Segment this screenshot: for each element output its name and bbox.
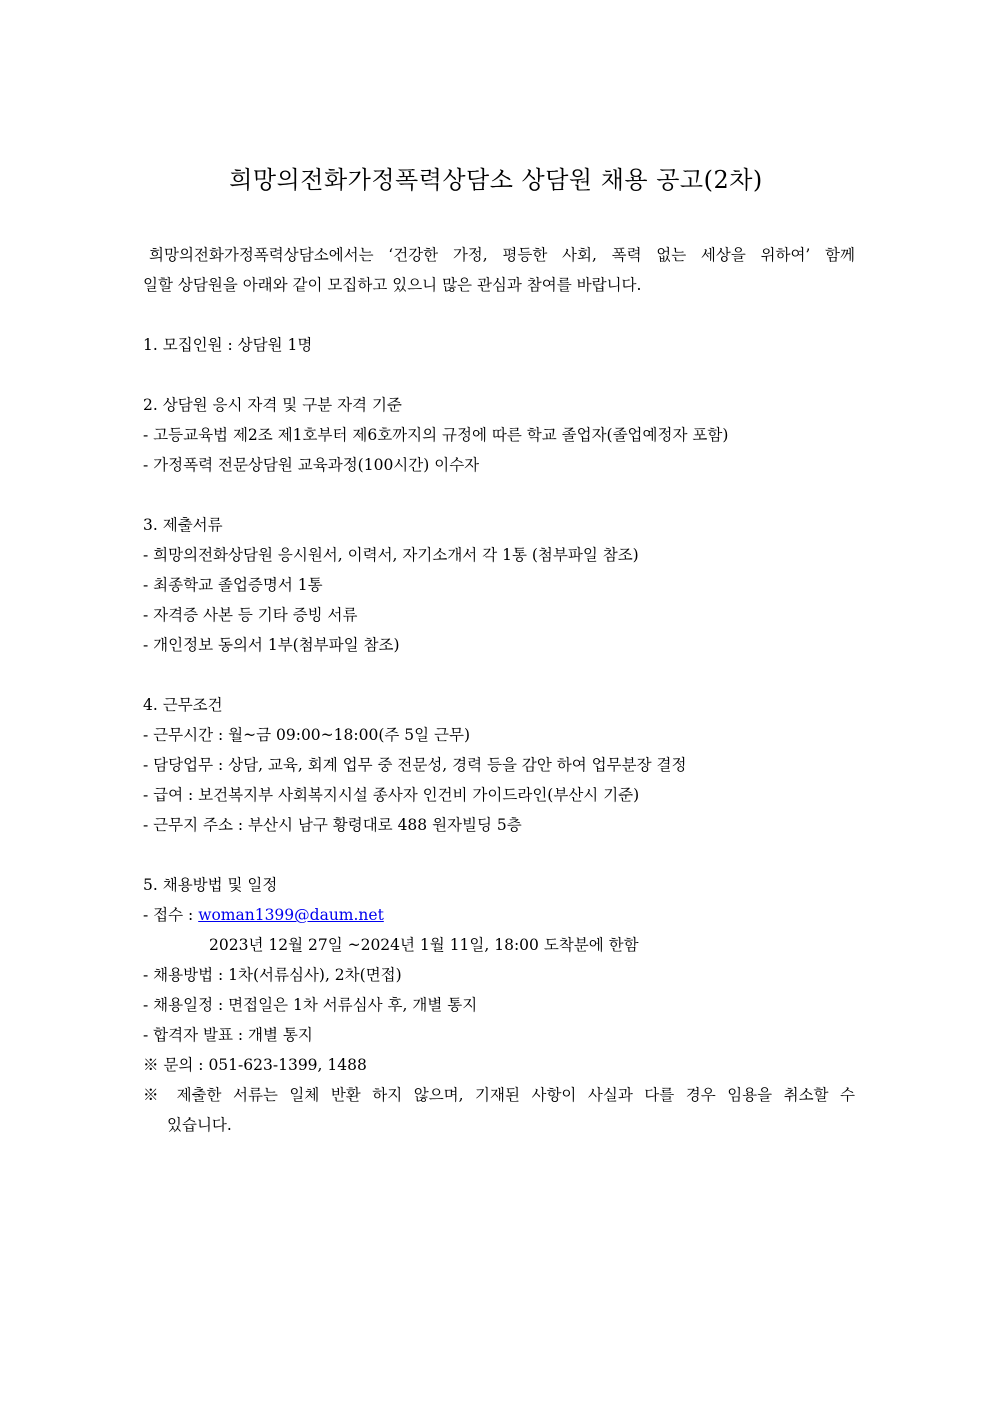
note-line-2: 있습니다. [167, 1116, 232, 1134]
page-title: 희망의전화가정폭력상담소 상담원 채용 공고(2차) [229, 166, 763, 194]
intro-line-2: 일할 상담원을 아래와 같이 모집하고 있으니 많은 관심과 참여를 바랍니다. [143, 276, 642, 294]
reception-line [143, 900, 855, 930]
spacer [143, 300, 855, 330]
list-item: - 희망의전화상담원 응시원서, 이력서, 자기소개서 각 1통 (첨부파일 참조) [143, 546, 639, 564]
section-2-heading: 2. 상담원 응시 자격 및 구분 자격 기준 [143, 396, 402, 414]
list-item: - 자격증 사본 등 기타 증빙 서류 [143, 606, 358, 624]
list-item: - 합격자 발표 : 개별 통지 [143, 1026, 313, 1044]
deadline-line: 2023년 12월 27일 ~2024년 1월 11일, 18:00 도착분에 한함 [209, 936, 639, 954]
list-item: - 채용방법 : 1차(서류심사), 2차(면접) [143, 966, 402, 984]
list-item: - 급여 : 보건복지부 사회복지시설 종사자 인건비 가이드라인(부산시 기준) [143, 786, 640, 804]
list-item: - 근무시간 : 월~금 09:00~18:00(주 5일 근무) [143, 726, 471, 744]
intro-line-1: 희망의전화가정폭력상담소에서는 ‘건강한 가정, 평등한 사회, 폭력 없는 세상을 위하여’ 함께 [149, 246, 855, 264]
section-1-heading: 1. 모집인원 : 상담원 1명 [143, 336, 313, 354]
list-item: - 담당업무 : 상담, 교육, 회계 업무 중 전문성, 경력 등을 감안 하여 업무분장 결정 [143, 756, 687, 774]
section-4-heading: 4. 근무조건 [143, 696, 223, 714]
list-item: - 가정폭력 전문상담원 교육과정(100시간) 이수자 [143, 456, 480, 474]
email-link[interactable]: woman1399@daum.net [198, 906, 384, 924]
section-5-heading: 5. 채용방법 및 일정 [143, 876, 278, 894]
contact-line: ※ 문의 : 051-623-1399, 1488 [143, 1056, 367, 1074]
spacer [143, 360, 855, 390]
spacer [143, 660, 855, 690]
list-item: - 채용일정 : 면접일은 1차 서류심사 후, 개별 통지 [143, 996, 478, 1014]
section-3-heading: 3. 제출서류 [143, 516, 223, 534]
list-item: - 고등교육법 제2조 제1호부터 제6호까지의 규정에 따른 학교 졸업자(졸업예정자 포함) [143, 426, 729, 444]
list-item: - 최종학교 졸업증명서 1통 [143, 576, 323, 594]
reception-label: - 접수 : [143, 906, 199, 924]
note-line-1: ※ 제출한 서류는 일체 반환 하지 않으며, 기재된 사항이 사실과 다를 경우 임용을 취소할 수 [143, 1086, 855, 1104]
spacer [143, 840, 855, 870]
document-body [143, 240, 855, 1140]
list-item: - 개인정보 동의서 1부(첨부파일 참조) [143, 636, 400, 654]
list-item: - 근무지 주소 : 부산시 남구 황령대로 488 원자빌딩 5층 [143, 816, 522, 834]
spacer [143, 480, 855, 510]
